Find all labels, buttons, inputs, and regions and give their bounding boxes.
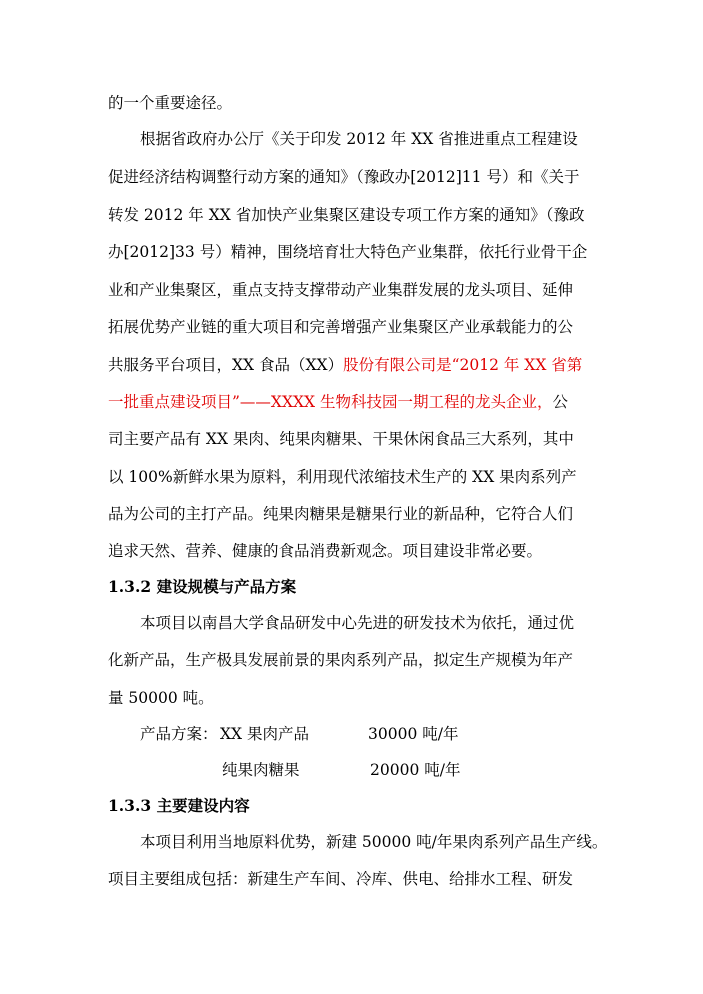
para1-line-7-black: 共服务平台项目，XX 食品（XX） <box>108 356 344 374</box>
section-title: 主要建设内容 <box>156 796 250 815</box>
para1-line-2: 促进经济结构调整行动方案的通知》（豫政办[2012]11 号）和《关于 <box>108 168 580 186</box>
section-number: 1.3.3 <box>108 796 152 815</box>
section-132-line-2: 化新产品，生产极具发展前景的果肉系列产品，拟定生产规模为年产 <box>108 651 574 669</box>
product-name-1: XX 果肉产品 <box>220 725 309 743</box>
section-number: 1.3.2 <box>108 577 152 596</box>
para1-line-4: 办[2012]33 号）精神，围绕培育壮大特色产业集群，依托行业骨干企 <box>108 243 588 261</box>
para1-line-11: 品为公司的主打产品。纯果肉糖果是糖果行业的新品种，它符合人们 <box>108 505 574 523</box>
product-capacity-2: 20000 吨/年 <box>370 761 461 779</box>
para1-line-12: 追求天然、营养、健康的食品消费新观念。项目建设非常必要。 <box>108 542 543 560</box>
para1-line-3: 转发 2012 年 XX 省加快产业集聚区建设专项工作方案的通知》（豫政 <box>108 206 585 224</box>
para1-line-6: 拓展优势产业链的重大项目和完善增强产业集聚区产业承载能力的公 <box>108 318 574 336</box>
section-132-line-1: 本项目以南昌大学食品研发中心先进的研发技术为依托，通过优 <box>140 614 575 632</box>
section-heading-1-3-3 <box>108 795 250 817</box>
para1-line-8 <box>108 391 568 413</box>
section-133-line-1: 本项目利用当地原料优势，新建 50000 吨/年果肉系列产品生产线。 <box>140 833 608 851</box>
para1-line-5: 业和产业集聚区，重点支持支撑带动产业集群发展的龙头项目、延伸 <box>108 281 574 299</box>
para1-line-7 <box>108 354 582 376</box>
product-name-2: 纯果肉糖果 <box>222 761 300 779</box>
para1-line-8-highlight: 一批重点建设项目”——XXXX 生物科技园一期工程的龙头企业， <box>108 393 553 411</box>
section-133-line-2: 项目主要组成包括：新建生产车间、冷库、供电、给排水工程、研发 <box>108 870 574 888</box>
para1-line-1: 根据省政府办公厅《关于印发 2012 年 XX 省推进重点工程建设 <box>140 130 578 148</box>
para1-line-9: 司主要产品有 XX 果肉、纯果肉糖果、干果休闲食品三大系列，其中 <box>108 430 574 448</box>
product-capacity-1: 30000 吨/年 <box>368 725 459 743</box>
para1-line-8-black: 公 <box>552 393 569 411</box>
section-title: 建设规模与产品方案 <box>156 577 297 596</box>
para1-line-7-highlight: 股份有限公司是“2012 年 XX 省第 <box>343 356 583 374</box>
para1-line-10: 以 100%新鲜水果为原料，利用现代浓缩技术生产的 XX 果肉系列产 <box>108 468 577 486</box>
section-132-line-3: 量 50000 吨。 <box>108 689 214 707</box>
product-scheme-label: 产品方案： <box>140 725 218 743</box>
section-heading-1-3-2 <box>108 576 296 598</box>
intro-tail: 的一个重要途径。 <box>108 94 233 112</box>
